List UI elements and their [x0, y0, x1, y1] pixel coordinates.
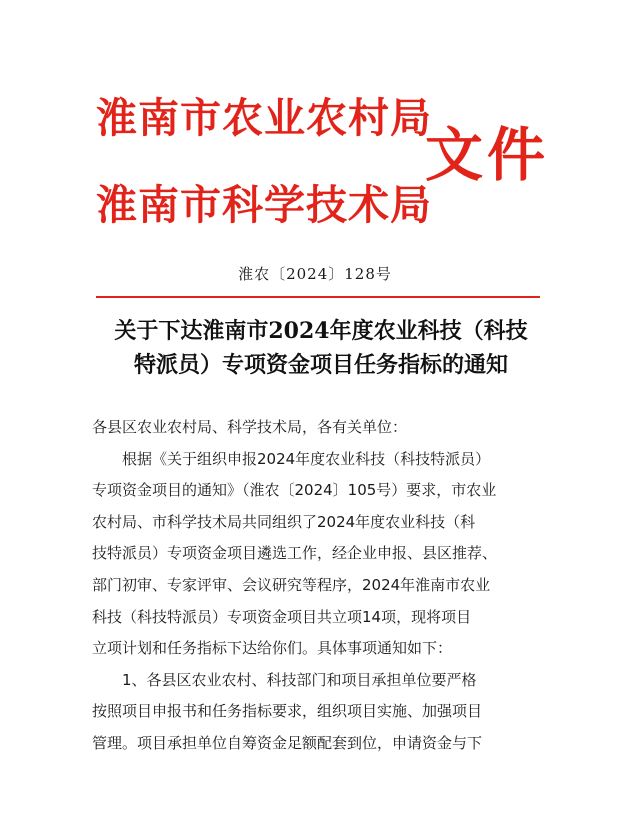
paragraph-1-line-4: 技特派员）专项资金项目遴选工作，经企业申报、县区推荐、 [92, 544, 498, 563]
document-title-line-1: 关于下达淮南市2024年度农业科技（科技 [114, 318, 528, 344]
issuer-science-bureau: 淮南市科学技术局 [96, 181, 432, 229]
paragraph-1-line-7: 立项计划和任务指标下达给你们。具体事项通知如下： [92, 639, 453, 658]
document-type-label: 文件 [425, 121, 550, 189]
paragraph-2-line-3: 管理。项目承担单位自筹资金足额配套到位，申请资金与下 [92, 733, 483, 752]
paragraph-1-line-1: 根据《关于组织申报2024年度农业科技（科技特派员） [122, 449, 491, 468]
document-number: 淮农〔2024〕128号 [238, 265, 392, 283]
paragraph-1-line-6: 科技（科技特派员）专项资金项目共立项14项，现将项目 [92, 607, 472, 626]
salutation-line: 各县区农业农村局、科学技术局，各有关单位： [92, 418, 408, 436]
document-title-line-2: 特派员）专项资金项目任务指标的通知 [133, 352, 508, 378]
document-body [92, 412, 550, 760]
paragraph-2-line-2: 按照项目申报书和任务指标要求，组织项目实施、加强项目 [92, 702, 483, 721]
issuer-agriculture-bureau: 淮南市农业农村局 [96, 94, 432, 142]
paragraph-1-line-5: 部门初审、专家评审、会议研究等程序，2024年淮南市农业 [92, 575, 491, 594]
paragraph-2-line-1: 1、各县区农业农村、科技部门和项目承担单位要严格 [122, 670, 477, 689]
paragraph-1-line-2: 专项资金项目的通知》（淮农〔2024〕105号）要求，市农业 [92, 481, 497, 500]
paragraph-1-line-3: 农村局、市科学技术局共同组织了2024年度农业科技（科 [92, 512, 476, 531]
red-divider-line [96, 296, 540, 298]
